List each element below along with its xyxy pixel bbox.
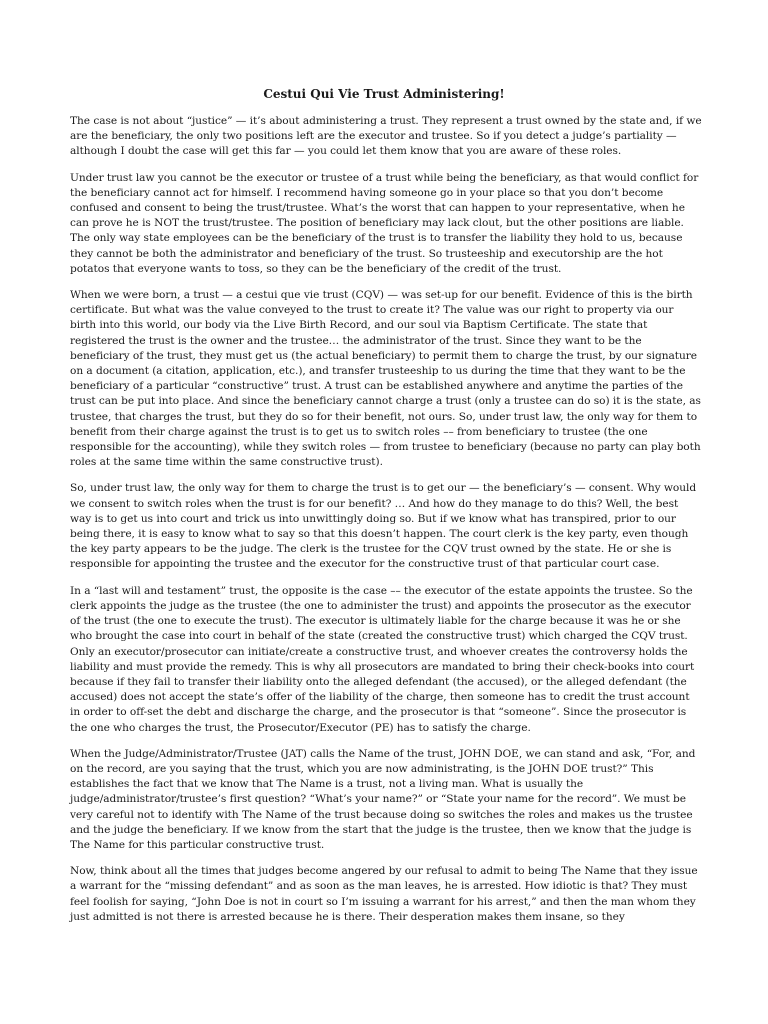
paragraph: Under trust law you cannot be the executor or trustee of a trust while being the beneficiary, as that would conflict for the beneficiary cannot act for himself. I recommend having someone go in your place so that you don’t become confused and consent to being the trust/trustee. What’s the worst that can happen to your representative, when he can prove he is NOT the trust/trustee. The position of beneficiary may lack clout, but the other positions are liable. The only way state employees can be the beneficiary of the trust is to transfer the liability they hold to us, because they cannot be both the administrator and beneficiary of the trust. So trusteeship and executorship are the hot potatos that everyone wants to toss, so they can be the beneficiary of the credit of the trust. bbox=[70, 171, 699, 275]
paragraph: In a “last will and testament” trust, the opposite is the case –– the executor of the estate appoints the trustee. So the clerk appoints the judge as the trustee (the one to administer the trust) and appoints the prosecutor as the executor of the trust (the one to execute the trust). The executor is ultimately liable for the charge because it was he or she who brought the case into court in behalf of the state (created the constructive trust) which charged the CQV trust. Only an executor/prosecutor can initiate/create a constructive trust, and whoever creates the controversy holds the liability and must provide the remedy. This is why all prosecutors are mandated to bring their check-books into court because if they fail to transfer their liability onto the alleged defendant (the accused), or the alleged defendant (the accused) does not accept the state’s offer of the liability of the charge, then someone has to credit the trust account in order to off-set the debt and discharge the charge, and the prosecutor is that “someone”. Since the prosecutor is the one who charges the trust, the Prosecutor/Executor (PE) has to satisfy the charge. bbox=[70, 584, 695, 734]
document-body bbox=[70, 114, 702, 936]
document-title: Cestui Qui Vie Trust Administering! bbox=[263, 87, 505, 101]
paragraph: When we were born, a trust — a cestui que vie trust (CQV) — was set-up for our benefit. Evidence of this is the birth certificate. But what was the value conveyed to the trust to create it? The value was our right to property via our birth into this world, our body via the Live Birth Record, and our soul via Baptism Certificate. The state that registered the trust is the owner and the trustee… the administrator of the trust. Since they want to be the beneficiary of the trust, they must get us (the actual beneficiary) to permit them to charge the trust, by our signature on a document (a citation, application, etc.), and transfer trusteeship to us during the time that they want to be the beneficiary of a particular “constructive” trust. A trust can be established anywhere and anytime the parties of the trust can be put into place. And since the beneficiary cannot charge a trust (only a trustee can do so) it is the state, as trustee, that charges the trust, but they do so for their benefit, not ours. So, under trust law, the only way for them to benefit from their charge against the trust is to get us to switch roles –– from beneficiary to trustee (the one responsible for the accounting), while they switch roles — from trustee to beneficiary (because no party can play both roles at the same time within the same constructive trust). bbox=[70, 289, 701, 469]
paragraph: When the Judge/Administrator/Trustee (JAT) calls the Name of the trust, JOHN DOE, we can stand and ask, “For, and on the record, are you saying that the trust, which you are now administrating, is the JOHN DOE trust?” This establishes the fact that we know that The Name is a trust, not a living man. What is usually the judge/administrator/trustee’s first question? “What’s your name?” or “State your name for the record”. We must be very careful not to identify with The Name of the trust because doing so switches the roles and makes us the trustee and the judge the beneficiary. If we know from the start that the judge is the trustee, then we know that the judge is The Name for this particular constructive trust. bbox=[70, 747, 696, 851]
paragraph: So, under trust law, the only way for them to charge the trust is to get our — the beneficiary’s — consent. Why would we consent to switch roles when the trust is for our benefit? … And how do they manage to do this? Well, the best way is to get us into court and trick us into unwittingly doing so. But if we know what has transpired, prior to our being there, it is easy to know what to say so that this doesn’t happen. The court clerk is the key party, even though the key party appears to be the judge. The clerk is the trustee for the CQV trust owned by the state. He or she is responsible for appointing the trustee and the executor for the constructive trust of that particular court case. bbox=[70, 482, 697, 571]
paragraph: Now, think about all the times that judges become angered by our refusal to admit to being The Name that they issue a warrant for the “missing defendant” and as soon as the man leaves, he is arrested. How idiotic is that? They must feel foolish for saying, “John Doe is not in court so I’m issuing a warrant for his arrest,” and then the man whom they just admitted is not there is arrested because he is there. Their desperation makes them insane, so they bbox=[70, 865, 698, 923]
paragraph: The case is not about “justice” — it’s about administering a trust. They represent a trust owned by the state and, if we are the beneficiary, the only two positions left are the executor and trustee. So if you detect a judge’s partiality — although I doubt the case will get this far — you could let them know that you are aware of these roles. bbox=[70, 115, 702, 158]
